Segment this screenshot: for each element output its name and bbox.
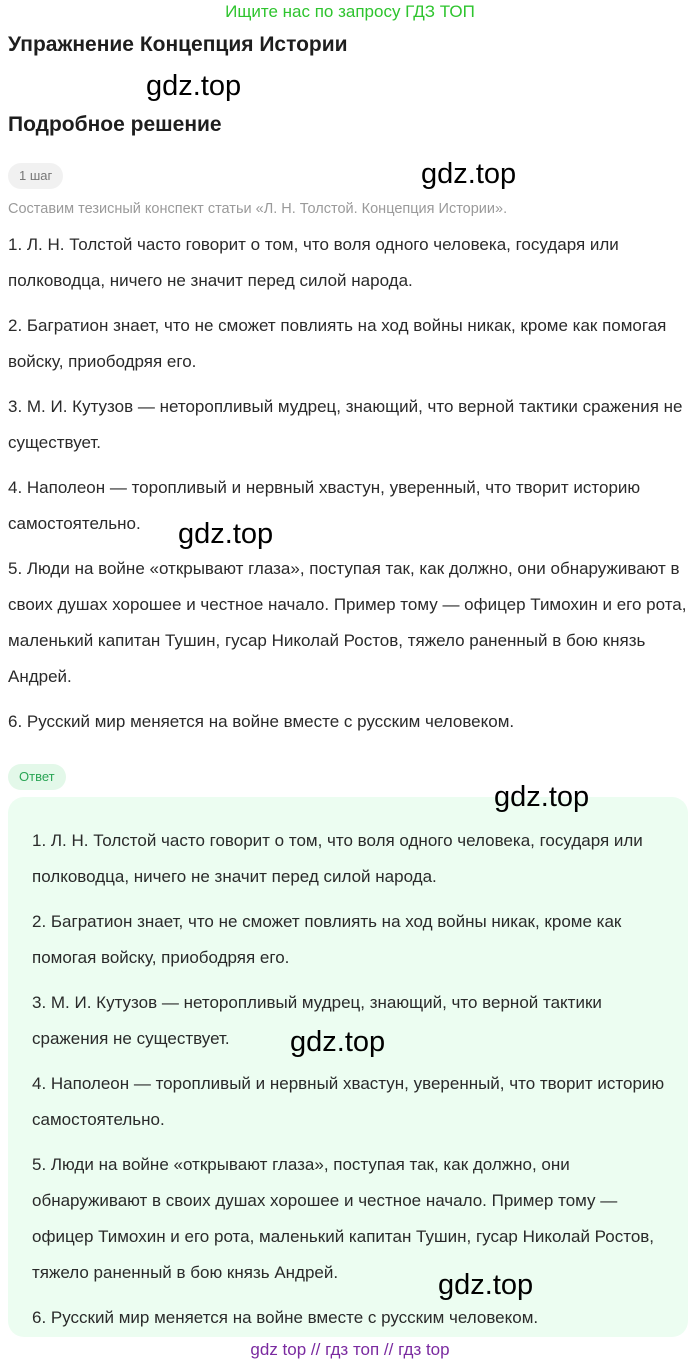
answer-item: 5. Люди на войне «открывают глаза», поступая так, как должно, они обнаруживают в своих душах хорошее и честное начало. Пример тому — офицер Тимохин и его рота, маленький капитан Тушин, гусар Николай Ростов, тяжело раненный в бою князь Андрей. — [32, 1155, 655, 1282]
answer-item: 4. Наполеон — торопливый и нервный хвастун, уверенный, что творит историю самостоятельно. — [32, 1074, 665, 1129]
answer-list — [32, 823, 682, 1345]
answer-item: 3. М. И. Кутузов — неторопливый мудрец, знающий, что верной тактики сражения не существует. — [32, 993, 602, 1048]
watermark: gdz.top — [494, 781, 590, 813]
watermark: gdz.top — [290, 1026, 386, 1058]
watermark: gdz.top — [421, 158, 517, 190]
exercise-title: Упражнение Концепция Истории — [8, 33, 348, 56]
answer-badge: Ответ — [8, 764, 66, 790]
solution-item: 3. М. И. Кутузов — неторопливый мудрец, знающий, что верной тактики сражения не существует. — [8, 397, 683, 452]
solution-item: 2. Багратион знает, что не сможет повлиять на ход войны никак, кроме как помогая войску, приободряя его. — [8, 316, 667, 371]
solution-list — [8, 227, 692, 749]
solution-item: 1. Л. Н. Толстой часто говорит о том, что воля одного человека, государя или полководца, ничего не значит перед силой народа. — [8, 235, 619, 290]
solution-intro: Составим тезисный конспект статьи «Л. Н. Толстой. Концепция Истории». — [8, 201, 508, 217]
search-banner: Ищите нас по запросу ГДЗ ТОП — [225, 2, 475, 21]
answer-item: 1. Л. Н. Толстой часто говорит о том, что воля одного человека, государя или полководца, ничего не значит перед силой народа. — [32, 831, 643, 886]
answer-item: 6. Русский мир меняется на войне вместе с русским человеком. — [32, 1308, 539, 1327]
watermark: gdz.top — [438, 1269, 534, 1301]
footer-text: gdz top // гдз топ // гдз top — [250, 1340, 450, 1359]
solution-heading: Подробное решение — [8, 113, 222, 136]
step-badge: 1 шаг — [8, 163, 63, 189]
answer-item: 2. Багратион знает, что не сможет повлиять на ход войны никак, кроме как помогая войску, приободряя его. — [32, 912, 622, 967]
watermark: gdz.top — [146, 70, 242, 102]
solution-item: 4. Наполеон — торопливый и нервный хвастун, уверенный, что творит историю самостоятельно. — [8, 478, 641, 533]
solution-item: 6. Русский мир меняется на войне вместе с русским человеком. — [8, 712, 515, 731]
solution-item: 5. Люди на войне «открывают глаза», поступая так, как должно, они обнаруживают в своих душах хорошее и честное начало. Пример тому — офицер Тимохин и его рота, маленький капитан Тушин, гусар Николай Ростов, тяжело раненный в бою князь Андрей. — [8, 559, 687, 686]
footer-links — [0, 1339, 700, 1361]
watermark: gdz.top — [178, 518, 274, 550]
